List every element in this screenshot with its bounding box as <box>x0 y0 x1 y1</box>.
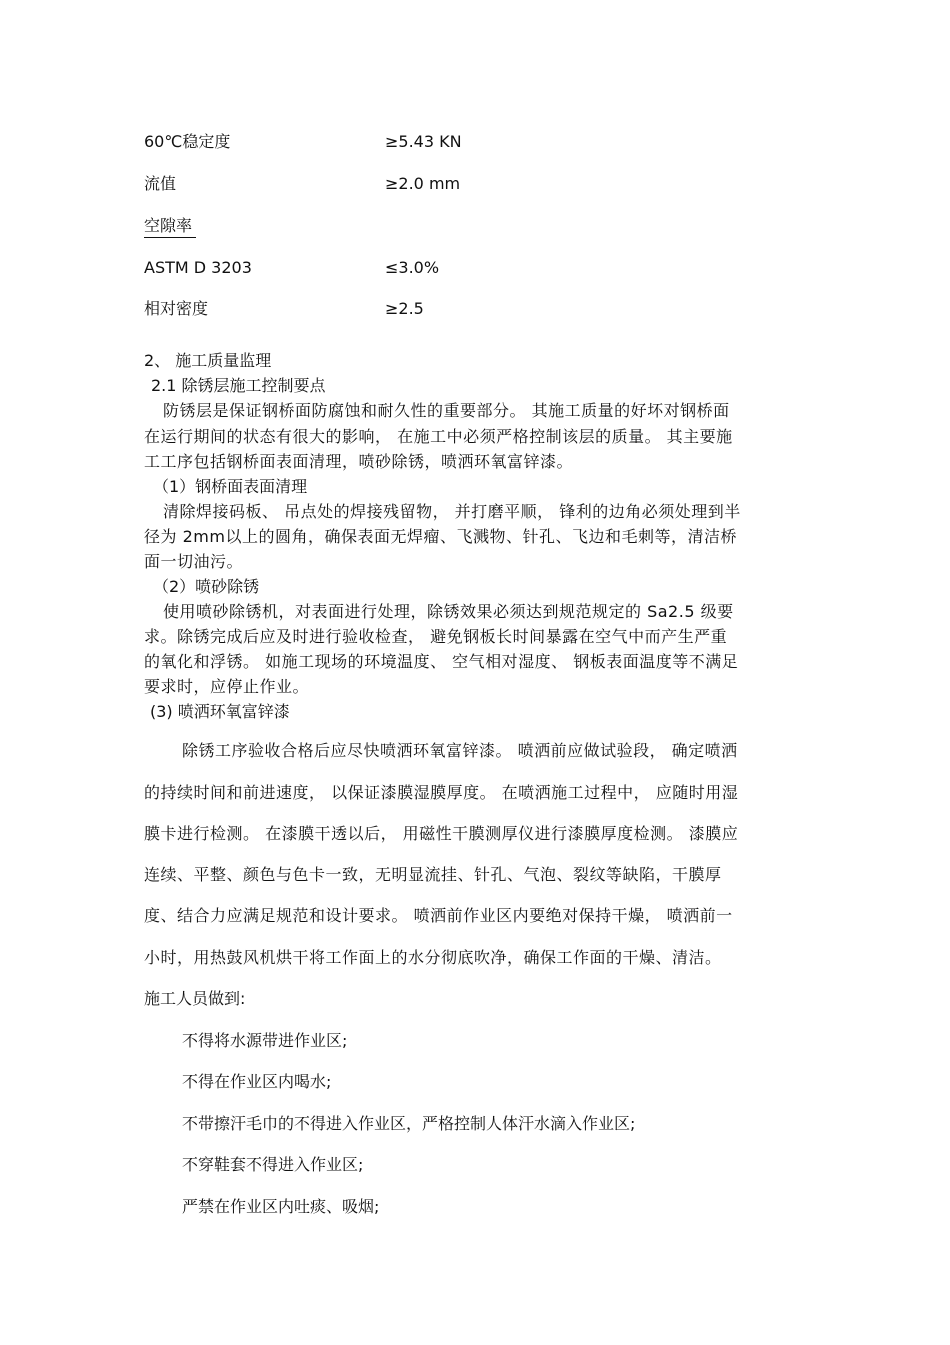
property-label: 空隙率 <box>144 216 196 238</box>
rule-item: 不得在作业区内喝水; <box>182 1072 332 1091</box>
property-label: 60℃稳定度 <box>144 132 231 151</box>
item-title: （2）喷砂除锈 <box>153 577 260 596</box>
paragraph-line: 使用喷砂除锈机，对表面进行处理，除锈效果必须达到规范规定的 Sa2.5 级要 <box>163 602 734 621</box>
item-title: (3) 喷洒环氧富锌漆 <box>150 702 290 721</box>
paragraph-line: 清除焊接码板、 吊点处的焊接残留物， 并打磨平顺， 锋利的边角必须处理到半 <box>163 502 741 521</box>
paragraph-line: 要求时，应停止作业。 <box>144 677 310 696</box>
paragraph-line: 求。除锈完成后应及时进行验收检查， 避免钢板长时间暴露在空气中而产生严重 <box>144 627 728 646</box>
paragraph-line: 工工序包括钢桥面表面清理，喷砂除锈，喷洒环氧富锌漆。 <box>144 452 574 471</box>
property-label: 流值 <box>144 174 177 193</box>
rule-item: 不穿鞋套不得进入作业区; <box>182 1155 364 1174</box>
paragraph-line: 防锈层是保证钢桥面防腐蚀和耐久性的重要部分。 其施工质量的好坏对钢桥面 <box>163 401 730 420</box>
rule-item: 不得将水源带进作业区; <box>182 1031 348 1050</box>
paragraph-line: 在运行期间的状态有很大的影响， 在施工中必须严格控制该层的质量。 其主要施 <box>144 427 733 446</box>
property-value: ≥2.5 <box>385 299 424 318</box>
paragraph-line: 面一切油污。 <box>144 552 244 571</box>
paragraph-line: 的氧化和浮锈。 如施工现场的环境温度、 空气相对湿度、 钢板表面温度等不满足 <box>144 652 739 671</box>
property-label: ASTM D 3203 <box>144 258 252 277</box>
property-value: ≥2.0 mm <box>385 174 461 193</box>
rule-item: 严禁在作业区内吐痰、吸烟; <box>182 1197 380 1216</box>
property-value: ≤3.0% <box>385 258 440 277</box>
workers-intro: 施工人员做到: <box>144 989 246 1008</box>
item-title: （1）钢桥面表面清理 <box>153 477 308 496</box>
paragraph-line: 除锈工序验收合格后应尽快喷洒环氧富锌漆。 喷洒前应做试验段， 确定喷洒 <box>182 741 738 760</box>
paragraph-line: 连续、平整、颜色与色卡一致，无明显流挂、针孔、气泡、裂纹等缺陷，干膜厚 <box>144 865 722 884</box>
section-heading: 2、 施工质量监理 <box>144 351 272 370</box>
property-value: ≥5.43 KN <box>385 132 462 151</box>
paragraph-line: 径为 2mm以上的圆角，确保表面无焊瘤、飞溅物、针孔、飞边和毛刺等，清洁桥 <box>144 527 737 546</box>
paragraph-line: 小时，用热鼓风机烘干将工作面上的水分彻底吹净，确保工作面的干燥、清洁。 <box>144 948 722 967</box>
property-label: 相对密度 <box>144 299 209 318</box>
paragraph-line: 膜卡进行检测。 在漆膜干透以后， 用磁性干膜测厚仪进行漆膜厚度检测。 漆膜应 <box>144 824 739 843</box>
subsection-heading: 2.1 除锈层施工控制要点 <box>151 376 326 395</box>
paragraph-line: 度、结合力应满足规范和设计要求。 喷洒前作业区内要绝对保持干燥， 喷洒前一 <box>144 906 733 925</box>
paragraph-line: 的持续时间和前进速度， 以保证漆膜湿膜厚度。 在喷洒施工过程中， 应随时用湿 <box>144 783 739 802</box>
rule-item: 不带擦汗毛巾的不得进入作业区，严格控制人体汗水滴入作业区; <box>182 1114 636 1133</box>
